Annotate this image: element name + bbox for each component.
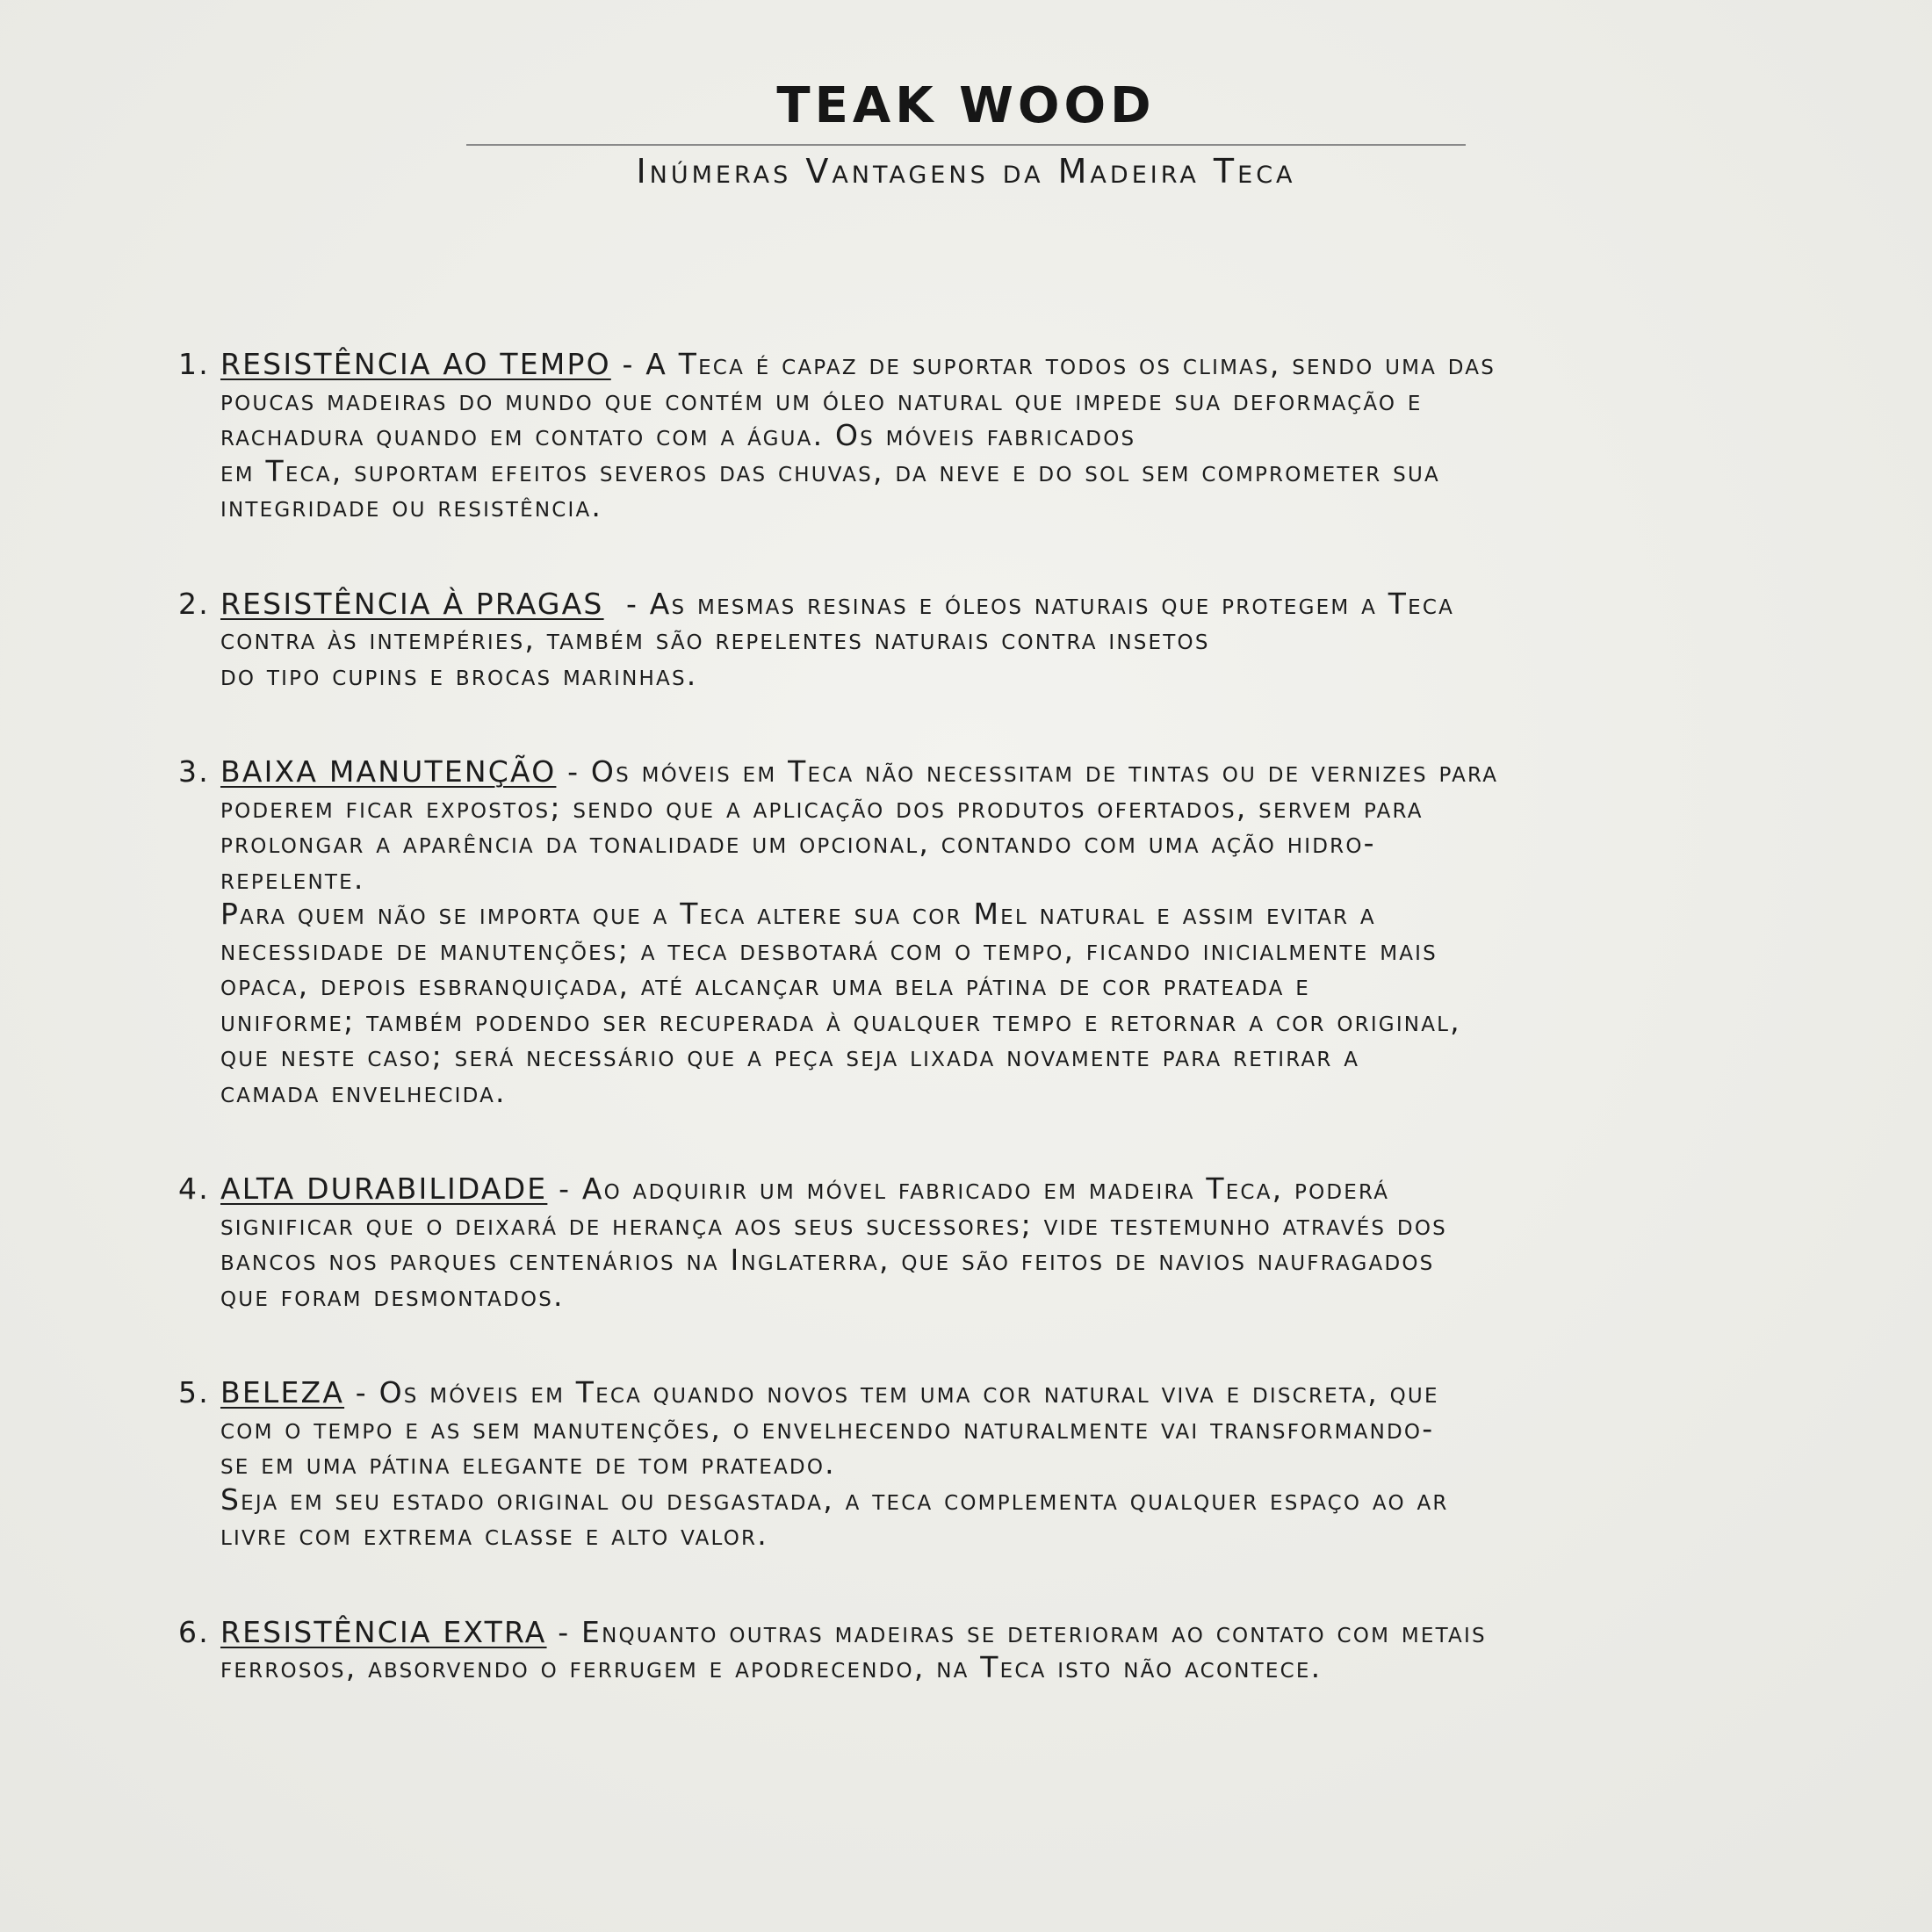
page-header xyxy=(0,76,1932,191)
item-line: bancos nos parques centenários na Inglaterra, que são feitos de navios naufragados xyxy=(220,1243,1435,1277)
item-first-text: - Os móveis em Teca quando novos tem uma cor natural viva e discreta, que xyxy=(344,1375,1439,1409)
item-body xyxy=(220,587,1803,694)
item-line: que neste caso; será necessário que a peça seja lixada novamente para retirar a xyxy=(220,1039,1360,1073)
item-line: Seja em seu estado original ou desgastada, a teca complementa qualquer espaço ao ar xyxy=(220,1481,1449,1517)
item-line: significar que o deixará de herança aos seus sucessores; vide testemunho através dos xyxy=(220,1207,1447,1242)
item-body xyxy=(220,1615,1803,1686)
list-item xyxy=(178,1171,1803,1314)
page-title: TEAK WOOD xyxy=(776,77,1156,134)
item-term: RESISTÊNCIA À PRAGAS xyxy=(220,586,604,621)
item-first-line xyxy=(220,1171,1803,1208)
item-line: camada envelhecida. xyxy=(220,1074,507,1109)
item-line: uniforme; também podendo ser recuperada à qualquer tempo e retornar a cor original, xyxy=(220,1003,1461,1038)
item-line: que foram desmontados. xyxy=(220,1278,565,1313)
item-line: do tipo cupins e brocas marinhas. xyxy=(220,657,698,692)
item-number: 2. xyxy=(178,586,210,621)
item-line: poucas madeiras do mundo que contém um óleo natural que impede sua deformação e xyxy=(220,382,1423,417)
item-first-text: - A Teca é capaz de suportar todos os climas, sendo uma das xyxy=(610,347,1496,381)
item-term: BAIXA MANUTENÇÃO xyxy=(220,754,557,789)
item-first-line xyxy=(220,347,1803,383)
item-line: repelente. xyxy=(220,861,365,896)
item-term: RESISTÊNCIA EXTRA xyxy=(220,1614,547,1649)
item-line: livre com extrema classe e alto valor. xyxy=(220,1517,768,1552)
item-first-text: - Os móveis em Teca não necessitam de tintas ou de vernizes para xyxy=(556,754,1499,789)
item-line: prolongar a aparência da tonalidade um opcional, contando com uma ação hidro- xyxy=(220,825,1376,860)
item-line: se em uma pátina elegante de tom prateado. xyxy=(220,1446,836,1481)
item-first-line xyxy=(220,1615,1803,1651)
item-line: rachadura quando em contato com a água. Os móveis fabricados xyxy=(220,418,1136,452)
list-item xyxy=(178,1615,1803,1686)
item-body xyxy=(220,347,1803,525)
item-first-text: - As mesmas resinas e óleos naturais que protegem a Teca xyxy=(603,586,1455,621)
advantages-list xyxy=(178,347,1803,1686)
item-line: com o tempo e as sem manutenções, o envelhecendo naturalmente vai transformando- xyxy=(220,1410,1435,1445)
item-number: 1. xyxy=(178,347,210,381)
page-subtitle: Inúmeras Vantagens da Madeira Teca xyxy=(636,152,1296,191)
item-line: integridade ou resistência. xyxy=(220,489,603,523)
item-number: 5. xyxy=(178,1375,210,1409)
item-body xyxy=(220,754,1803,1110)
item-body xyxy=(220,1171,1803,1314)
item-line: ferrosos, absorvendo o ferrugem e apodrecendo, na Teca isto não acontece. xyxy=(220,1650,1323,1684)
list-item xyxy=(178,1375,1803,1554)
item-first-text: - Enquanto outras madeiras se deterioram ao contato com metais xyxy=(546,1614,1487,1649)
item-first-line xyxy=(220,754,1803,790)
item-first-line xyxy=(220,587,1803,623)
item-line: poderem ficar expostos; sendo que a aplicação dos produtos ofertados, servem para xyxy=(220,789,1424,825)
item-first-line xyxy=(220,1375,1803,1411)
item-number: 3. xyxy=(178,754,210,789)
list-item xyxy=(178,347,1803,525)
item-line: opaca, depois esbranquiçada, até alcançar uma bela pátina de cor prateada e xyxy=(220,968,1310,1002)
item-line: em Teca, suportam efeitos severos das chuvas, da neve e do sol sem comprometer sua xyxy=(220,453,1440,488)
item-line: necessidade de manutenções; a teca desbotará com o tempo, ficando inicialmente mais xyxy=(220,932,1438,967)
item-term: ALTA DURABILIDADE xyxy=(220,1171,548,1206)
item-line: Para quem não se importa que a Teca altere sua cor Mel natural e assim evitar a xyxy=(220,897,1376,931)
item-number: 4. xyxy=(178,1171,210,1206)
item-first-text: - Ao adquirir um móvel fabricado em madeira Teca, poderá xyxy=(547,1171,1390,1206)
list-item xyxy=(178,587,1803,694)
title-divider xyxy=(466,144,1466,146)
item-line: contra às intempéries, também são repelentes naturais contra insetos xyxy=(220,622,1210,656)
item-body xyxy=(220,1375,1803,1554)
item-number: 6. xyxy=(178,1614,210,1649)
item-term: RESISTÊNCIA AO TEMPO xyxy=(220,347,611,381)
list-item xyxy=(178,754,1803,1110)
item-term: BELEZA xyxy=(220,1375,345,1409)
